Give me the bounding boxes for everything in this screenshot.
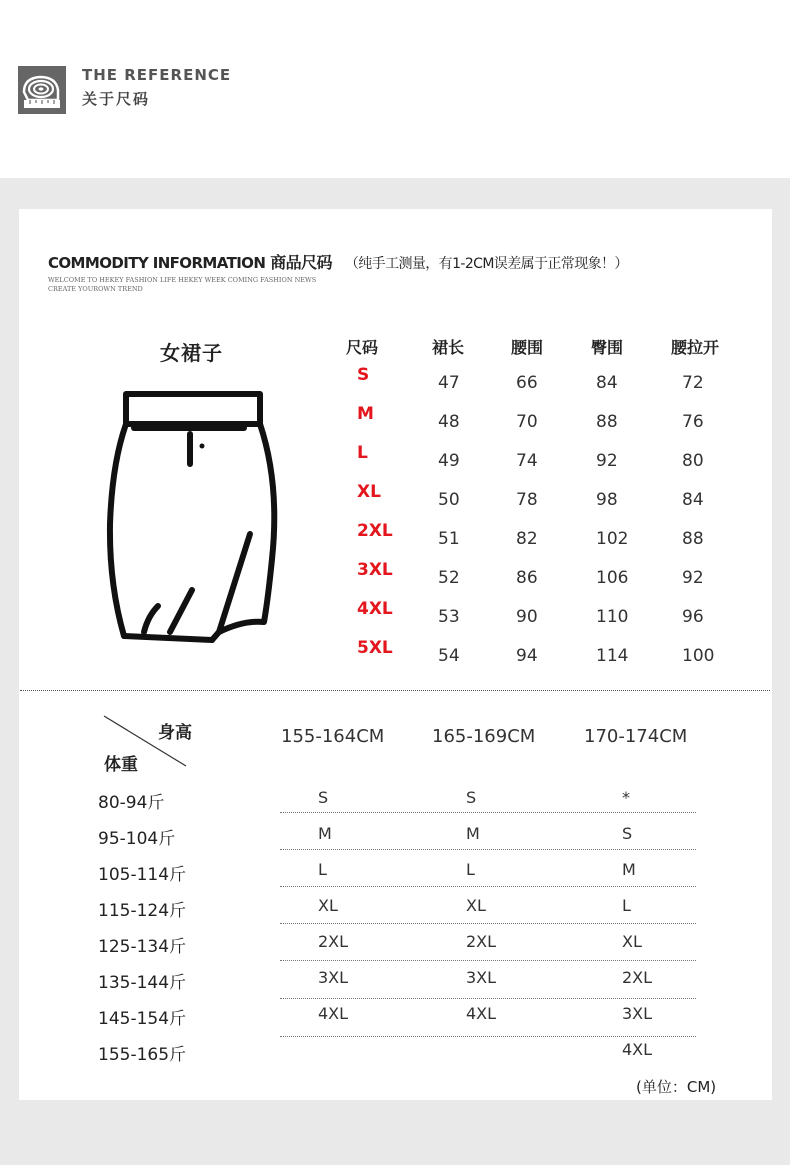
length-value: 53 xyxy=(438,607,460,627)
hip-value: 84 xyxy=(596,373,618,393)
size-label: L xyxy=(357,443,368,463)
waist-value: 70 xyxy=(516,412,538,432)
length-value: 52 xyxy=(438,568,460,588)
hip-value: 106 xyxy=(596,568,629,588)
hip-value: 110 xyxy=(596,607,629,627)
size-cell: 3XL xyxy=(318,968,349,987)
size-label: 5XL xyxy=(357,638,393,658)
weight-row-label: 125-134斤 xyxy=(98,937,187,957)
col-header-waist-stretch: 腰拉开 xyxy=(671,338,720,357)
hip-value: 102 xyxy=(596,529,629,549)
row-divider xyxy=(280,886,696,887)
size-label: S xyxy=(357,365,370,385)
waist-stretch-value: 84 xyxy=(682,490,704,510)
waist-stretch-value: 88 xyxy=(682,529,704,549)
weight-row-label: 80-94斤 xyxy=(98,793,165,813)
size-cell: XL xyxy=(318,896,338,915)
col-header-size: 尺码 xyxy=(346,338,379,357)
height-col-header: 155-164CM xyxy=(281,726,385,747)
tape-measure-icon xyxy=(18,66,66,114)
weight-row-label: 135-144斤 xyxy=(98,973,187,993)
pencil-skirt-icon xyxy=(104,384,284,644)
waist-value: 74 xyxy=(516,451,538,471)
size-cell: 3XL xyxy=(622,1004,653,1023)
size-cell: 3XL xyxy=(466,968,497,987)
weight-row-label: 145-154斤 xyxy=(98,1009,187,1029)
col-header-length: 裙长 xyxy=(432,338,465,357)
info-note: （纯手工测量，有1-2CM误差属于正常现象！） xyxy=(344,256,628,272)
size-cell: 4XL xyxy=(318,1004,349,1023)
size-cell: XL xyxy=(622,932,642,951)
height-col-header: 165-169CM xyxy=(432,726,536,747)
hip-value: 114 xyxy=(596,646,629,666)
waist-value: 86 xyxy=(516,568,538,588)
length-value: 49 xyxy=(438,451,460,471)
row-divider xyxy=(280,960,696,961)
waist-value: 78 xyxy=(516,490,538,510)
info-title-en: COMMODITY INFORMATION xyxy=(48,254,266,272)
weight-row-label: 105-114斤 xyxy=(98,865,187,885)
size-label: M xyxy=(357,404,374,424)
brand-title-cn: 关于尺码 xyxy=(82,90,151,108)
waist-value: 94 xyxy=(516,646,538,666)
row-divider xyxy=(280,1036,696,1037)
height-col-header: 170-174CM xyxy=(584,726,688,747)
row-divider xyxy=(280,849,696,850)
commodity-info-title xyxy=(48,250,628,273)
row-divider xyxy=(280,812,696,813)
size-cell: S xyxy=(466,788,477,807)
waist-stretch-value: 76 xyxy=(682,412,704,432)
size-cell: XL xyxy=(466,896,486,915)
size-cell: M xyxy=(466,824,480,843)
col-header-hip: 臀围 xyxy=(591,338,624,357)
hip-value: 92 xyxy=(596,451,618,471)
height-axis-label: 身高 xyxy=(158,723,192,743)
hip-value: 88 xyxy=(596,412,618,432)
weight-row-label: 115-124斤 xyxy=(98,901,187,921)
size-label: 2XL xyxy=(357,521,393,541)
unit-note: (单位：CM) xyxy=(636,1078,717,1096)
size-cell: 2XL xyxy=(466,932,497,951)
hip-value: 98 xyxy=(596,490,618,510)
size-label: 4XL xyxy=(357,599,393,619)
welcome-line-1: WELCOME TO HEKEY FASHION LIFE HEKEY WEEK COMING FASHION NEWS xyxy=(48,276,317,284)
welcome-text xyxy=(48,276,316,294)
length-value: 50 xyxy=(438,490,460,510)
waist-value: 82 xyxy=(516,529,538,549)
waist-stretch-value: 92 xyxy=(682,568,704,588)
info-title-cn: 商品尺码 xyxy=(270,253,332,272)
content-card xyxy=(19,209,772,1100)
size-cell: L xyxy=(622,896,631,915)
size-cell: L xyxy=(466,860,475,879)
size-cell: 2XL xyxy=(622,968,653,987)
length-value: 47 xyxy=(438,373,460,393)
row-divider xyxy=(280,923,696,924)
waist-stretch-value: 96 xyxy=(682,607,704,627)
row-divider xyxy=(280,998,696,999)
waist-stretch-value: 72 xyxy=(682,373,704,393)
product-name: 女裙子 xyxy=(160,341,223,365)
size-label: XL xyxy=(357,482,381,502)
size-cell: S xyxy=(622,824,633,843)
page-header xyxy=(0,0,790,178)
size-cell: M xyxy=(318,824,332,843)
length-value: 48 xyxy=(438,412,460,432)
size-cell: M xyxy=(622,860,636,879)
waist-stretch-value: 80 xyxy=(682,451,704,471)
size-cell: L xyxy=(318,860,327,879)
weight-axis-label: 体重 xyxy=(104,755,138,775)
size-cell: 4XL xyxy=(622,1040,653,1059)
weight-row-label: 95-104斤 xyxy=(98,829,176,849)
brand-title-en: THE REFERENCE xyxy=(82,66,232,84)
weight-row-label: 155-165斤 xyxy=(98,1045,187,1065)
size-cell: 4XL xyxy=(466,1004,497,1023)
size-cell: 2XL xyxy=(318,932,349,951)
section-divider xyxy=(20,690,770,691)
size-label: 3XL xyxy=(357,560,393,580)
size-cell: * xyxy=(622,788,630,807)
length-value: 51 xyxy=(438,529,460,549)
size-cell: S xyxy=(318,788,329,807)
waist-value: 66 xyxy=(516,373,538,393)
welcome-line-2: CREATE YOUROWN TREND xyxy=(48,285,143,293)
col-header-waist: 腰围 xyxy=(511,338,544,357)
waist-stretch-value: 100 xyxy=(682,646,715,666)
waist-value: 90 xyxy=(516,607,538,627)
length-value: 54 xyxy=(438,646,460,666)
